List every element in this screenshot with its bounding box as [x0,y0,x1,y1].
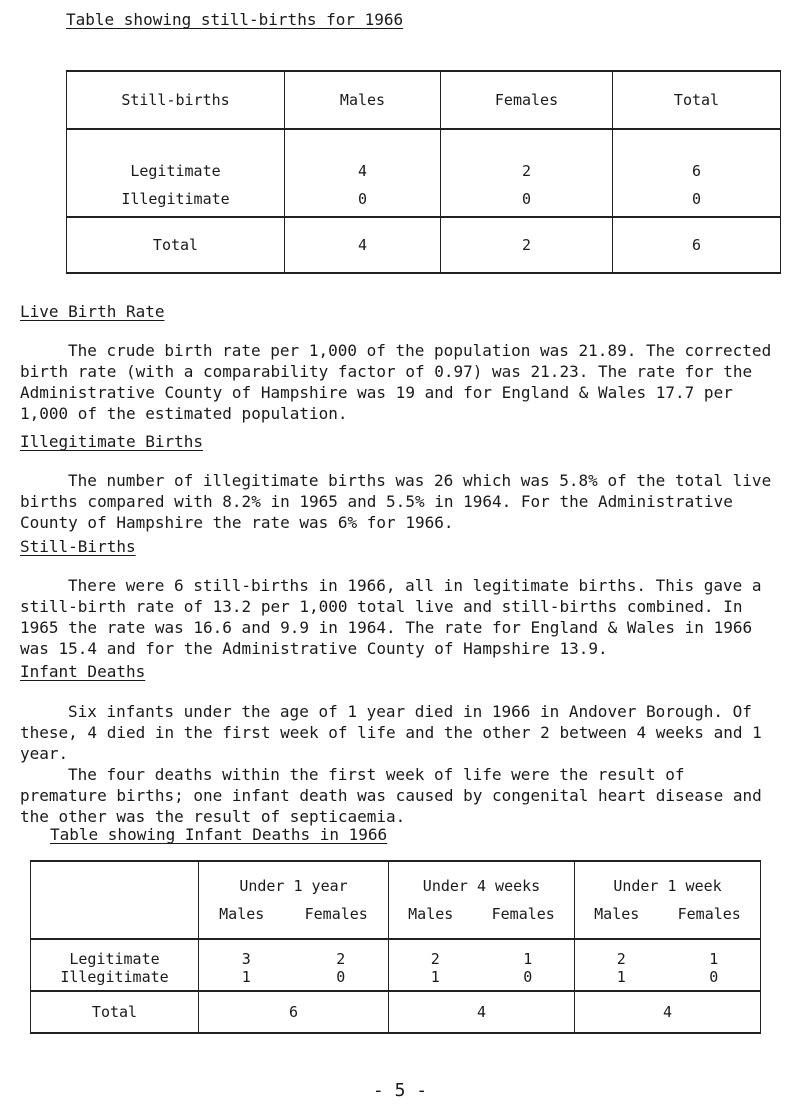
paragraph-live-birth-rate: The crude birth rate per 1,000 of the population was 21.89. The corrected birth rate (with a comparability factor of 0.97) was 21.23. The rate for the Administrative County of Hampshire was 19 and for England & Wales 17.7 per 1,000 of the estimated population. [20,341,772,423]
cell-value: 0 [336,968,346,986]
cell-value: 1 [241,968,251,986]
table-header-row [67,71,781,129]
infant-deaths-table [30,860,761,1034]
cell-total: 6 [199,991,389,1033]
section-heading-still-births: Still-Births [20,537,136,556]
table-row [67,182,781,217]
cell-males: 4 [285,217,441,273]
group-label: Under 4 weeks [422,877,541,895]
table-total-row [31,991,761,1033]
sub-males: Males [219,905,265,923]
cell-pair [199,968,389,991]
header-males: Males [285,71,441,129]
cell-total: 6 [613,129,781,182]
sub-males: Males [408,905,454,923]
cell-total: 0 [613,182,781,217]
row-label: Total [31,991,199,1033]
row-label: Total [67,217,285,273]
cell-value: 2 [616,950,626,968]
paragraph-illegitimate-births: The number of illegitimate births was 26 which was 5.8% of the total live births compared with 8.2% in 1965 and 5.5% in 1964. For the Administrative County of Hampshire the rate was 6% for 1966. [20,471,772,532]
row-label: Legitimate [67,129,285,182]
paragraph-infant-deaths-2: The four deaths within the first week of life were the result of premature births; one infant death was caused by congenital heart disease and the other was the result of septicaemia. [20,765,762,826]
cell-females: 2 [441,129,613,182]
header-blank [31,861,199,939]
group-label: Under 1 year [239,877,348,895]
row-label: Illegitimate [67,182,285,217]
cell-value: 0 [523,968,533,986]
cell-total: 4 [389,991,575,1033]
cell-pair [199,939,389,968]
paragraph-still-births: There were 6 still-births in 1966, all in legitimate births. This gave a still-birth rate of 13.2 per 1,000 total live and still-births combined. In 1965 the rate was 16.6 and 9.9 in 1964. The rate for England & Wales in 1966 was 15.4 and for the Administrative County of Hampshire 13.9. [20,576,762,658]
header-still-births: Still-births [67,71,285,129]
section-heading-infant-deaths: Infant Deaths [20,662,146,681]
cell-females: 0 [441,182,613,217]
table-header-row [31,861,761,939]
cell-value: 1 [523,950,533,968]
header-females: Females [441,71,613,129]
sub-females: Females [677,905,741,923]
cell-value: 3 [241,950,251,968]
cell-value: 2 [336,950,346,968]
table-row [31,939,761,968]
group-label: Under 1 week [613,877,722,895]
cell-pair [389,968,575,991]
cell-value: 1 [430,968,440,986]
section-heading-illegitimate-births: Illegitimate Births [20,432,204,451]
header-group [575,861,761,939]
cell-males: 4 [285,129,441,182]
cell-pair [575,939,761,968]
cell-pair [575,968,761,991]
table-row [67,129,781,182]
header-group [199,861,389,939]
sub-females: Females [491,905,555,923]
table-row [31,968,761,991]
table-total-row [67,217,781,273]
cell-females: 2 [441,217,613,273]
infant-deaths-table-title: Table showing Infant Deaths in 1966 [50,825,388,844]
cell-males: 0 [285,182,441,217]
row-label: Illegitimate [31,968,199,991]
still-births-table [66,70,781,274]
cell-pair [389,939,575,968]
cell-total: 4 [575,991,761,1033]
cell-total: 6 [613,217,781,273]
page-number: - 5 - [372,1080,428,1101]
header-group [389,861,575,939]
cell-value: 2 [430,950,440,968]
row-label: Legitimate [31,939,199,968]
paragraph-infant-deaths-1: Six infants under the age of 1 year died in 1966 in Andover Borough. Of these, 4 died in the first week of life and the other 2 between 4 weeks and 1 year. [20,702,762,763]
sub-males: Males [594,905,640,923]
cell-value: 1 [709,950,719,968]
sub-females: Females [304,905,368,923]
cell-value: 0 [709,968,719,986]
header-total: Total [613,71,781,129]
still-births-table-title: Table showing still-births for 1966 [66,10,404,29]
section-heading-live-birth-rate: Live Birth Rate [20,302,165,321]
cell-value: 1 [616,968,626,986]
